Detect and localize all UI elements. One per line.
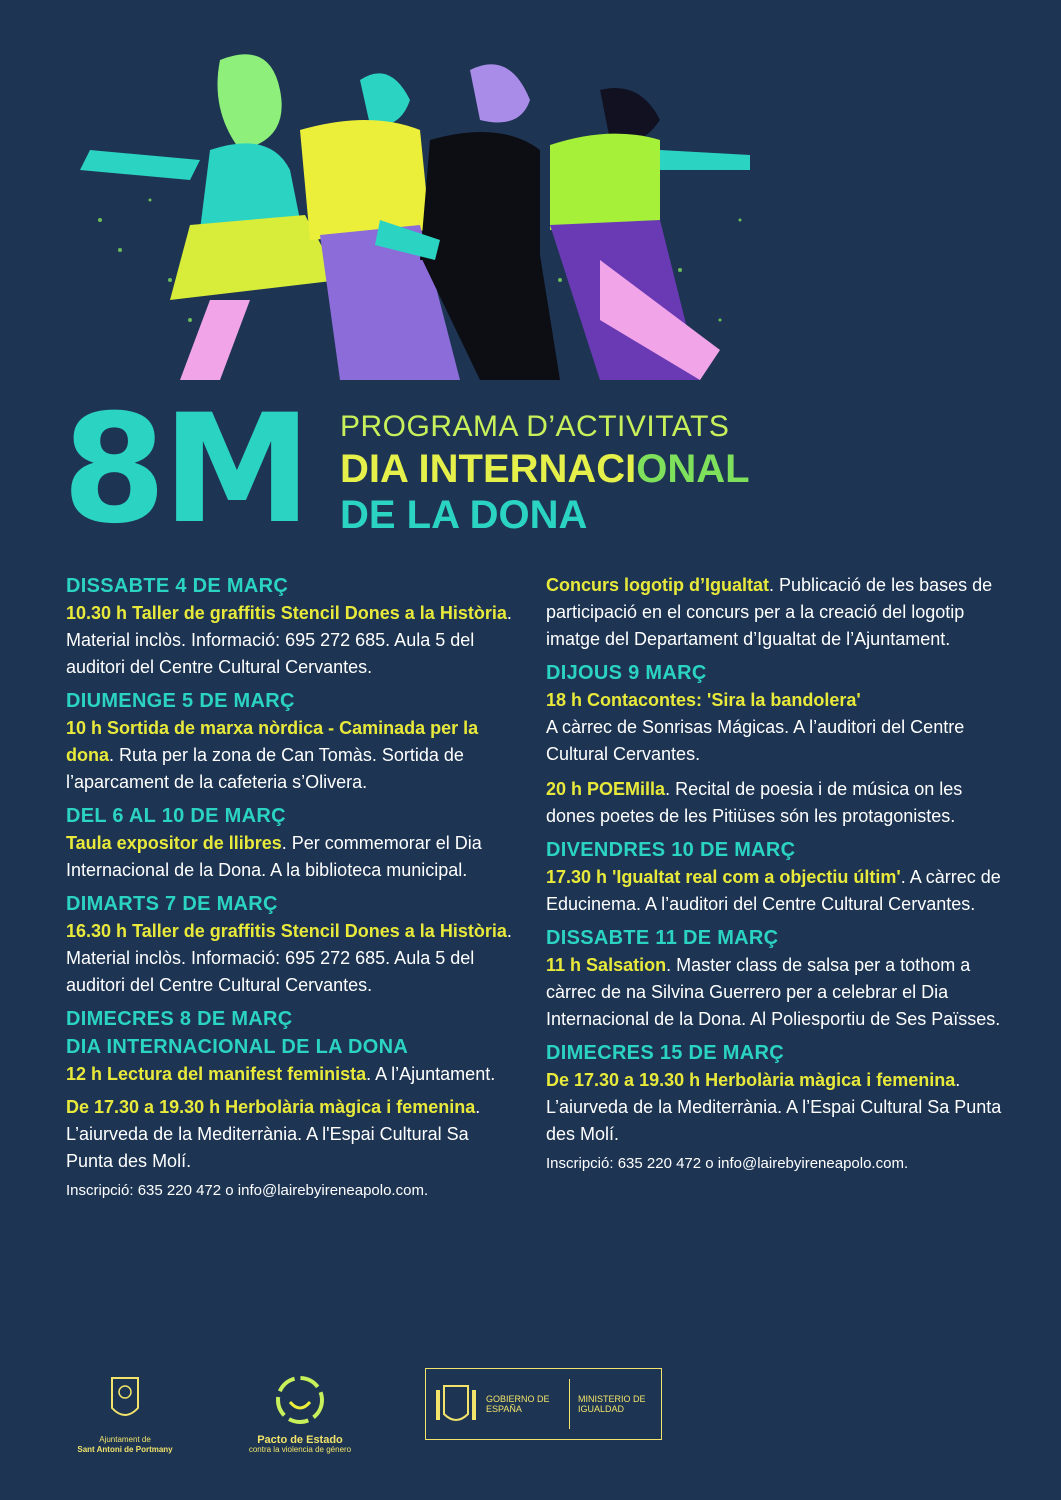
schedule-right-column (546, 572, 1006, 1176)
event-entry (546, 952, 1006, 1033)
program-heading: PROGRAMA D’ACTIVITATS (340, 410, 730, 443)
event-title: Herbolària màgica i femenina (225, 1097, 476, 1117)
sponsor-logos (0, 1360, 1061, 1460)
day-heading: DIJOUS 9 MARÇ (546, 662, 707, 684)
event-description: . L’aiurveda de la Mediterrània. A l’Espai Cultural Sa Punta des Molí. (546, 1070, 1002, 1144)
event-title: Sortida de marxa nòrdica - Caminada per la dona (66, 718, 479, 765)
spain-coat-of-arms-icon (426, 1374, 486, 1434)
event-entry (66, 918, 516, 999)
gobierno-logo (425, 1368, 662, 1440)
event-description: . L’aiurveda de la Mediterrània. A l'Espai Cultural Sa Punta des Molí. (66, 1097, 481, 1171)
event-title: Contacontes: 'Sira la bandolera' (587, 690, 861, 710)
schedule-left-column (66, 572, 516, 1203)
ajuntament-label: Ajuntament de (99, 1435, 151, 1444)
day-heading: DISSABTE 11 DE MARÇ (546, 927, 779, 949)
registration-info: Inscripció: 635 220 472 o info@lairebyireneapolo.com. (546, 1155, 909, 1172)
title-line-2: DE LA DONA (340, 493, 588, 537)
event-time: 17.30 h (546, 867, 608, 887)
ministerio-label: MINISTERIO DE IGUALDAD (578, 1394, 646, 1414)
event-description: . Per commemorar el Dia Internacional de la Dona. A la biblioteca municipal. (66, 833, 482, 880)
event-entry (66, 600, 516, 681)
pacto-sublabel: contra la violencia de género (248, 1445, 352, 1454)
event-description: . Ruta per la zona de Can Tomàs. Sortida de l’aparcament de la cafeteria s’Olivera. (66, 745, 464, 792)
event-entry (66, 715, 516, 796)
day-subheading: DIA INTERNACIONAL DE LA DONA (66, 1036, 409, 1058)
event-title: Herbolària màgica i femenina (705, 1070, 956, 1090)
event-entry (546, 687, 1006, 768)
day-heading: DISSABTE 4 DE MARÇ (66, 575, 289, 597)
gobierno-label: GOBIERNO DE ESPAÑA (486, 1394, 550, 1414)
title-line-1a: DIA INTERNACI (340, 447, 637, 491)
woman-4 (550, 88, 750, 380)
event-title: POEMilla (587, 779, 666, 799)
coat-of-arms-icon (60, 1370, 190, 1430)
event-entry (546, 1067, 1006, 1148)
event-description: A càrrec de Sonrisas Mágicas. A l’auditori del Centre Cultural Cervantes. (546, 717, 965, 764)
event-title: 'Igualtat real com a objectiu últim' (612, 867, 901, 887)
pacto-label: Pacto de Estado (257, 1434, 343, 1446)
event-entry (66, 830, 516, 884)
title-block (340, 408, 750, 538)
event-time: 10 h (66, 718, 103, 738)
event-title: Taller de graffitis Stencil Dones a la Història (132, 603, 507, 623)
pacto-circle-icon (235, 1370, 365, 1430)
walking-women-illustration (40, 20, 800, 395)
event-description: . Material inclòs. Informació: 695 272 685. Aula 5 del auditori del Centre Cultural Cervantes. (66, 921, 512, 995)
event-description: . Publicació de les bases de participació en el concurs per a la creació del logotip imatge del Departament d’Igualtat de l’Ajuntament. (546, 575, 993, 649)
event-time: 20 h (546, 779, 583, 799)
event-8m-title: 8M (62, 383, 308, 557)
event-entry (546, 864, 1006, 918)
day-heading: DEL 6 AL 10 DE MARÇ (66, 805, 286, 827)
logo-divider (569, 1379, 570, 1429)
title-line-1 (340, 446, 750, 492)
event-title: Taula expositor de llibres (66, 833, 282, 853)
event-time: 16.30 h (66, 921, 128, 941)
day-heading: DIMECRES 8 DE MARÇ (66, 1008, 293, 1030)
event-entry (546, 572, 1006, 653)
event-entry (66, 1094, 516, 1175)
event-title: Lectura del manifest feminista (107, 1064, 367, 1084)
woman-1 (80, 54, 340, 380)
event-time: De 17.30 a 19.30 h (66, 1097, 221, 1117)
ajuntament-logo (60, 1370, 190, 1455)
event-title: Taller de graffitis Stencil Dones a la Història (132, 921, 507, 941)
event-time: 10.30 h (66, 603, 128, 623)
event-time: 12 h (66, 1064, 103, 1084)
event-time: 11 h (546, 955, 582, 975)
day-heading: DIMECRES 15 DE MARÇ (546, 1042, 784, 1064)
event-description: . Master class de salsa per a tothom a càrrec de na Silvina Guerrero per a celebrar el Dia Internacional de la Dona. Al Poliesportiu de Ses Païsses. (546, 955, 1001, 1029)
event-time: 18 h (546, 690, 583, 710)
event-time: De 17.30 a 19.30 h (546, 1070, 701, 1090)
event-description: . A l’Ajuntament. (366, 1064, 496, 1084)
event-description: . A càrrec de Educinema. A l’auditori del Centre Cultural Cervantes. (546, 867, 1001, 914)
day-heading: DIUMENGE 5 DE MARÇ (66, 690, 295, 712)
registration-info: Inscripció: 635 220 472 o info@lairebyireneapolo.com. (66, 1182, 429, 1199)
event-title: Salsation (586, 955, 667, 975)
event-entry (66, 1061, 516, 1088)
event-entry (546, 776, 1006, 830)
title-line-1b: ONAL (636, 447, 750, 491)
pacto-estado-logo (235, 1370, 365, 1455)
event-description: . Recital de poesia i de música on les dones poetes de les Pitiüses són les protagonistes. (546, 779, 963, 826)
day-heading: DIMARTS 7 DE MARÇ (66, 893, 278, 915)
event-description: . Material inclòs. Informació: 695 272 685. Aula 5 del auditori del Centre Cultural Cervantes. (66, 603, 512, 677)
event-title: Concurs logotip d’Igualtat (546, 575, 769, 595)
ajuntament-name: Sant Antoni de Portmany (77, 1445, 173, 1454)
day-heading: DIVENDRES 10 DE MARÇ (546, 839, 796, 861)
